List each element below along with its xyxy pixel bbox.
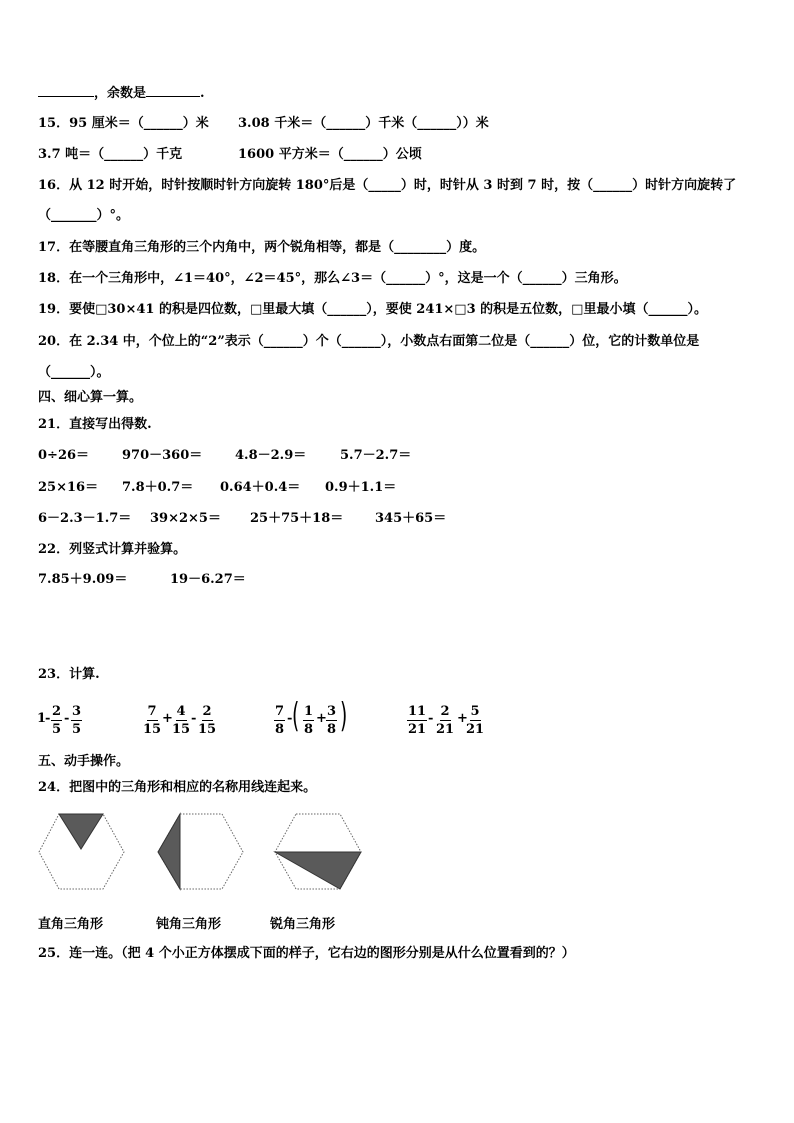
- plus-sign: +: [316, 711, 327, 726]
- q19-text: 19．要使□30×41 的积是四位数，□里最大填（______），要使 241×□3 的积是五位数，□里最小填（______）。: [38, 302, 707, 317]
- hexagon-figures: [0, 805, 400, 900]
- shaded-triangle: [59, 814, 103, 849]
- q21-item: 0.64＋0.4＝: [220, 480, 301, 495]
- answer-blank[interactable]: [146, 84, 200, 97]
- q21-title: 21．直接写出得数.: [38, 417, 152, 432]
- minus-sign: -: [45, 711, 51, 726]
- q21-item: 4.8－2.9＝: [235, 448, 307, 463]
- fraction: $\frac{2}{15}$: [198, 704, 217, 737]
- q16-line1: 16．从 12 时开始，时针按顺时针方向旋转 180°后是（_____）时，时针从 3 时到 7 时，按（______）时针方向旋转了: [38, 178, 737, 193]
- q21-item: 7.8＋0.7＝: [122, 480, 194, 495]
- section-4-heading: 四、细心算一算。: [38, 390, 143, 405]
- plus-sign: +: [162, 711, 173, 726]
- q14-tail: ，余数是 .: [38, 84, 205, 102]
- hexagon-acute-triangle[interactable]: [275, 814, 361, 889]
- shaded-triangle: [158, 814, 180, 889]
- q18-text: 18．在一个三角形中，∠1＝40°，∠2＝45°，那么∠3＝（______）°，这是一个（______）三角形。: [38, 271, 627, 286]
- q20-line2: （______）。: [38, 365, 110, 380]
- minus-sign: -: [191, 711, 197, 726]
- q14-remainder-label: ，余数是: [94, 86, 147, 101]
- fraction: $\frac{5}{21}$: [466, 704, 485, 737]
- q15-line1-a: 15．95 厘米＝（______）米: [38, 116, 209, 131]
- q21-item: 0÷26＝: [38, 448, 90, 463]
- q15-line2-a: 3.7 吨＝（______）千克: [38, 147, 183, 162]
- fraction: $\frac{7}{15}$: [143, 704, 162, 737]
- label-acute-triangle[interactable]: 锐角三角形: [270, 917, 336, 932]
- q23-title: 23．计算.: [38, 667, 100, 682]
- q16-line2: （_______）°。: [38, 208, 130, 223]
- q22-title: 22．列竖式计算并验算。: [38, 542, 187, 557]
- fraction: $\frac{1}{8}$: [304, 704, 314, 737]
- fraction: $\frac{2}{5}$: [52, 704, 62, 737]
- section-5-heading: 五、动手操作。: [38, 754, 130, 769]
- fraction: $\frac{4}{15}$: [172, 704, 191, 737]
- q25-text: 25．连一连。（把 4 个小正方体摆成下面的样子，它右边的图形分别是从什么位置看到的？）: [38, 946, 575, 961]
- fraction: $\frac{3}{8}$: [327, 704, 337, 737]
- plus-sign: +: [457, 711, 468, 726]
- expr-number: 1: [37, 711, 47, 726]
- right-paren-icon: ): [339, 696, 348, 736]
- minus-sign: -: [64, 711, 70, 726]
- hexagon-right-triangle[interactable]: [39, 814, 124, 889]
- q21-item: 0.9＋1.1＝: [325, 480, 397, 495]
- label-obtuse-triangle[interactable]: 钝角三角形: [156, 917, 222, 932]
- q21-item: 25＋75＋18＝: [250, 511, 344, 526]
- q21-item: 39×2×5＝: [150, 511, 221, 526]
- q20-line1: 20．在 2.34 中，个位上的“2”表示（______）个（______），小数点右面第二位是（______）位，它的计数单位是: [38, 334, 700, 349]
- q21-item: 970－360＝: [122, 448, 203, 463]
- q21-item: 25×16＝: [38, 480, 99, 495]
- q22-item: 19－6.27＝: [170, 572, 246, 587]
- fraction: $\frac{2}{21}$: [436, 704, 455, 737]
- q22-item: 7.85＋9.09＝: [38, 572, 128, 587]
- left-paren-icon: (: [291, 696, 300, 736]
- q17-text: 17．在等腰直角三角形的三个内角中，两个锐角相等，都是（________）度。: [38, 240, 486, 255]
- q15-line1-b: 3.08 千米＝（______）千米（______））米: [238, 116, 489, 131]
- fraction: $\frac{7}{8}$: [275, 704, 285, 737]
- fraction: $\frac{11}{21}$: [408, 704, 427, 737]
- q15-line2-b: 1600 平方米＝（______）公顷: [238, 147, 422, 162]
- shaded-triangle: [275, 852, 361, 889]
- minus-sign: -: [287, 711, 293, 726]
- q24-title: 24．把图中的三角形和相应的名称用线连起来。: [38, 780, 317, 795]
- q21-item: 5.7－2.7＝: [340, 448, 412, 463]
- hexagon-obtuse-triangle[interactable]: [158, 814, 243, 889]
- minus-sign: -: [428, 711, 434, 726]
- q21-item: 6－2.3－1.7＝: [38, 511, 132, 526]
- fraction: $\frac{3}{5}$: [72, 704, 82, 737]
- answer-blank[interactable]: [38, 84, 94, 97]
- label-right-triangle[interactable]: 直角三角形: [38, 917, 104, 932]
- q21-item: 345＋65＝: [375, 511, 447, 526]
